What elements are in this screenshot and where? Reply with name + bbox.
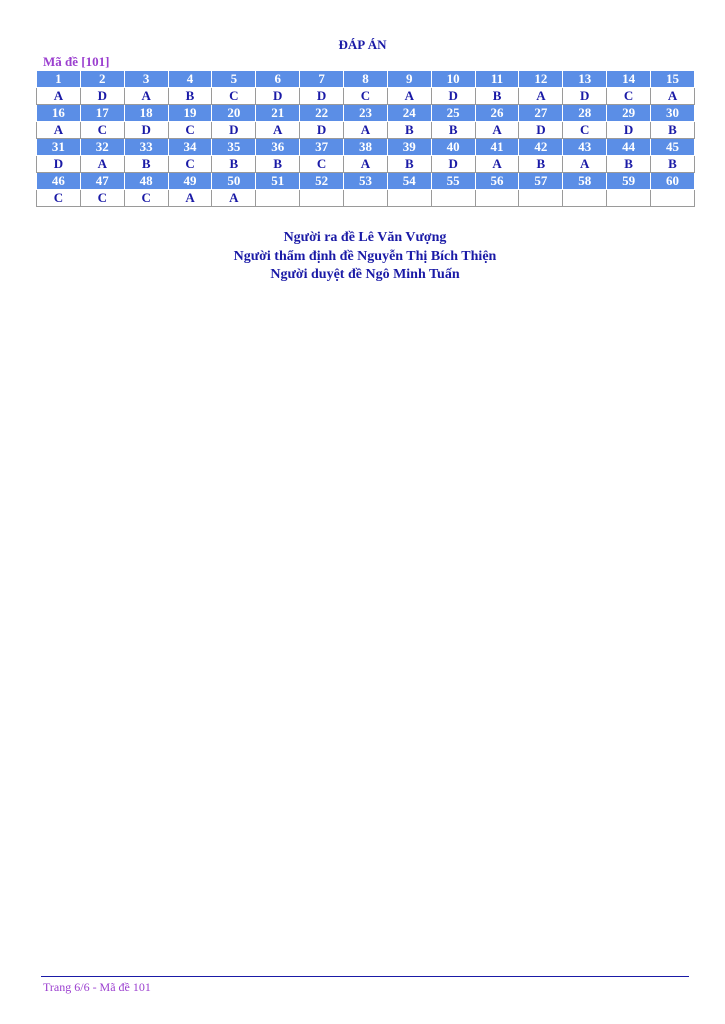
question-number-cell: 53	[344, 173, 388, 190]
answer-cell: A	[256, 122, 300, 139]
question-number-cell: 12	[519, 71, 563, 88]
question-number-cell: 60	[651, 173, 695, 190]
answer-cell: B	[256, 156, 300, 173]
answer-cell: C	[80, 190, 124, 207]
answer-row	[37, 122, 695, 139]
question-number-cell: 8	[344, 71, 388, 88]
answer-cell: B	[475, 88, 519, 105]
question-number-cell: 52	[300, 173, 344, 190]
answer-table	[36, 70, 695, 207]
answer-cell: B	[387, 122, 431, 139]
question-number-cell: 2	[80, 71, 124, 88]
question-number-cell: 33	[124, 139, 168, 156]
question-number-cell: 21	[256, 105, 300, 122]
question-number-cell: 54	[387, 173, 431, 190]
answer-cell: D	[124, 122, 168, 139]
question-number-cell: 32	[80, 139, 124, 156]
answer-cell: B	[519, 156, 563, 173]
question-number-cell: 6	[256, 71, 300, 88]
credit-reviewer: Người thẩm định đề Nguyễn Thị Bích Thiện	[233, 248, 497, 264]
answer-cell	[387, 190, 431, 207]
answer-cell: C	[124, 190, 168, 207]
question-number-cell: 34	[168, 139, 212, 156]
answer-row	[37, 156, 695, 173]
question-number-cell: 41	[475, 139, 519, 156]
question-number-cell: 28	[563, 105, 607, 122]
answer-cell: A	[387, 88, 431, 105]
answer-cell: A	[344, 122, 388, 139]
answer-table-body	[37, 71, 695, 207]
answer-cell: D	[212, 122, 256, 139]
answer-cell: A	[651, 88, 695, 105]
answer-cell: A	[124, 88, 168, 105]
question-number-cell: 51	[256, 173, 300, 190]
answer-cell: D	[607, 122, 651, 139]
answer-cell: C	[80, 122, 124, 139]
answer-cell: C	[168, 156, 212, 173]
question-number-cell: 48	[124, 173, 168, 190]
question-number-cell: 7	[300, 71, 344, 88]
question-number-cell: 16	[37, 105, 81, 122]
page-title: ĐÁP ÁN	[338, 37, 387, 52]
answer-cell: C	[168, 122, 212, 139]
question-number-cell: 31	[37, 139, 81, 156]
question-number-cell: 44	[607, 139, 651, 156]
answer-cell: D	[300, 122, 344, 139]
question-number-cell: 36	[256, 139, 300, 156]
question-number-cell: 27	[519, 105, 563, 122]
answer-cell	[519, 190, 563, 207]
question-number-cell: 55	[431, 173, 475, 190]
question-number-cell: 38	[344, 139, 388, 156]
answer-cell	[344, 190, 388, 207]
answer-cell: B	[212, 156, 256, 173]
question-number-cell: 37	[300, 139, 344, 156]
answer-cell: D	[37, 156, 81, 173]
answer-cell	[256, 190, 300, 207]
answer-cell: C	[37, 190, 81, 207]
answer-cell: B	[431, 122, 475, 139]
answer-cell: C	[212, 88, 256, 105]
question-number-cell: 26	[475, 105, 519, 122]
question-number-cell: 57	[519, 173, 563, 190]
question-number-cell: 49	[168, 173, 212, 190]
answer-cell: A	[212, 190, 256, 207]
question-number-cell: 1	[37, 71, 81, 88]
question-number-cell: 40	[431, 139, 475, 156]
answer-cell: B	[607, 156, 651, 173]
question-number-cell: 43	[563, 139, 607, 156]
question-number-cell: 3	[124, 71, 168, 88]
answer-cell: A	[37, 88, 81, 105]
question-number-cell: 42	[519, 139, 563, 156]
question-number-cell: 17	[80, 105, 124, 122]
question-number-cell: 11	[475, 71, 519, 88]
answer-cell: B	[651, 156, 695, 173]
question-number-cell: 35	[212, 139, 256, 156]
question-number-cell: 47	[80, 173, 124, 190]
question-number-cell: 50	[212, 173, 256, 190]
question-number-cell: 29	[607, 105, 651, 122]
question-number-cell: 58	[563, 173, 607, 190]
answer-cell: A	[475, 122, 519, 139]
answer-cell: D	[519, 122, 563, 139]
question-number-cell: 13	[563, 71, 607, 88]
question-number-cell: 15	[651, 71, 695, 88]
question-number-cell: 14	[607, 71, 651, 88]
question-number-cell: 10	[431, 71, 475, 88]
answer-cell: B	[124, 156, 168, 173]
footer-divider	[41, 976, 689, 977]
answer-row	[37, 88, 695, 105]
question-number-cell: 56	[475, 173, 519, 190]
answer-cell: D	[431, 156, 475, 173]
answer-cell	[431, 190, 475, 207]
answer-cell: D	[80, 88, 124, 105]
answer-cell: C	[607, 88, 651, 105]
answer-cell: D	[300, 88, 344, 105]
answer-cell: D	[256, 88, 300, 105]
question-number-cell: 18	[124, 105, 168, 122]
question-number-cell: 24	[387, 105, 431, 122]
answer-cell: A	[563, 156, 607, 173]
question-number-cell: 4	[168, 71, 212, 88]
answer-cell	[563, 190, 607, 207]
answer-cell	[475, 190, 519, 207]
answer-cell	[651, 190, 695, 207]
answer-cell: A	[37, 122, 81, 139]
question-number-row	[37, 139, 695, 156]
answer-cell: B	[168, 88, 212, 105]
credit-author: Người ra đề Lê Văn Vượng	[283, 230, 447, 245]
question-number-cell: 45	[651, 139, 695, 156]
credits	[0, 229, 725, 285]
answer-cell: B	[651, 122, 695, 139]
answer-cell	[607, 190, 651, 207]
answer-cell: D	[563, 88, 607, 105]
answer-cell: B	[387, 156, 431, 173]
question-number-row	[37, 71, 695, 88]
answer-cell: C	[563, 122, 607, 139]
question-number-cell: 59	[607, 173, 651, 190]
question-number-cell: 30	[651, 105, 695, 122]
question-number-row	[37, 105, 695, 122]
question-number-cell: 9	[387, 71, 431, 88]
credit-approver: Người duyệt đề Ngô Minh Tuấn	[270, 267, 460, 282]
question-number-cell: 23	[344, 105, 388, 122]
question-number-cell: 22	[300, 105, 344, 122]
question-number-cell: 39	[387, 139, 431, 156]
exam-code-label: Mã đề [101]	[43, 54, 110, 69]
answer-cell: D	[431, 88, 475, 105]
question-number-cell: 46	[37, 173, 81, 190]
question-number-cell: 25	[431, 105, 475, 122]
answer-cell: C	[300, 156, 344, 173]
answer-cell: A	[519, 88, 563, 105]
answer-cell: A	[475, 156, 519, 173]
page-footer: Trang 6/6 - Mã đề 101	[43, 980, 151, 994]
answer-cell: A	[344, 156, 388, 173]
answer-cell: A	[168, 190, 212, 207]
answer-cell	[300, 190, 344, 207]
question-number-row	[37, 173, 695, 190]
question-number-cell: 20	[212, 105, 256, 122]
question-number-cell: 5	[212, 71, 256, 88]
answer-row	[37, 190, 695, 207]
answer-cell: C	[344, 88, 388, 105]
answer-cell: A	[80, 156, 124, 173]
question-number-cell: 19	[168, 105, 212, 122]
